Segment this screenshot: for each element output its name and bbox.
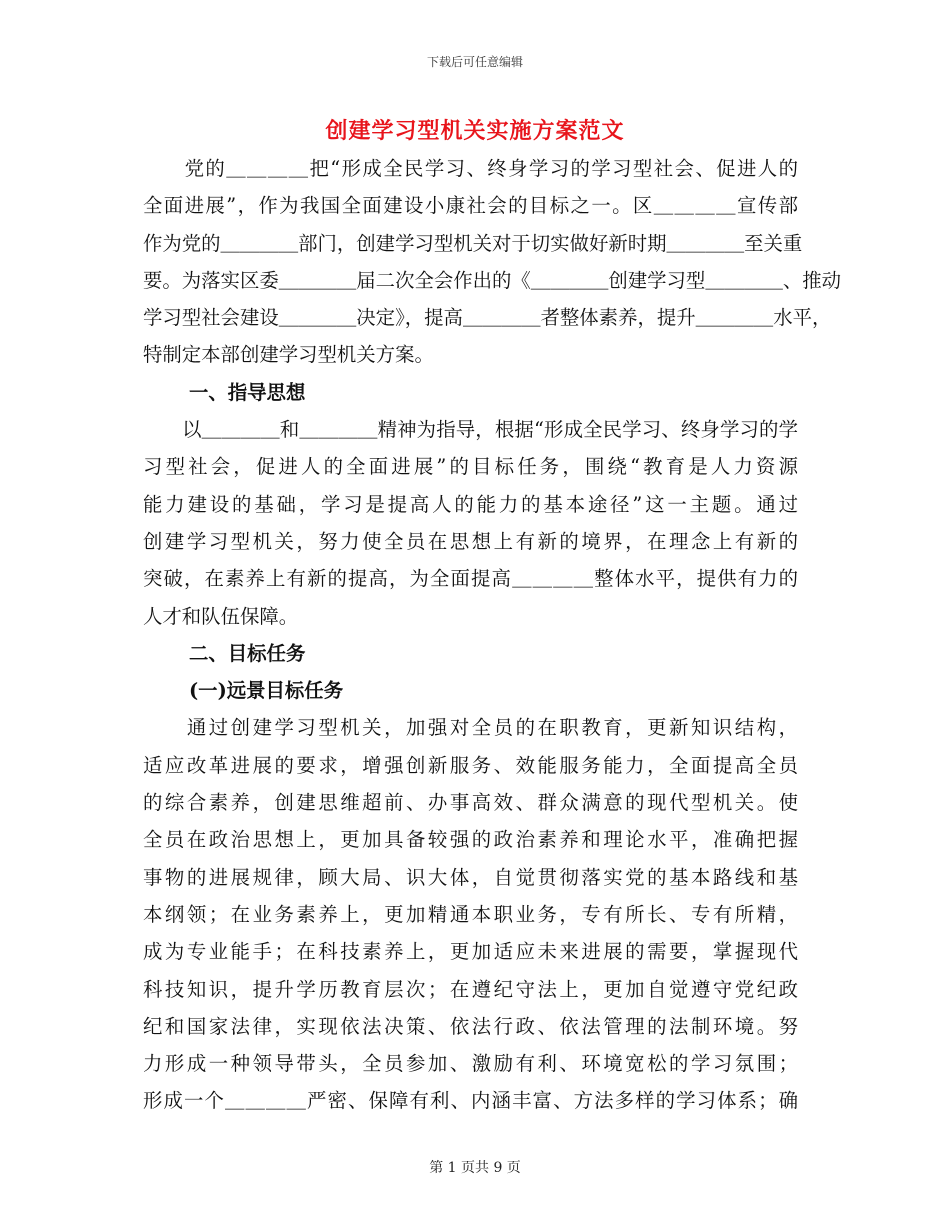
- paragraph-line: 作为党的＿＿＿＿部门，创建学习型机关对于切实做好新时期＿＿＿＿至关重: [143, 231, 803, 255]
- paragraph-line: 学习型社会建设＿＿＿＿决定》，提高＿＿＿＿者整体素养，提升＿＿＿＿水平，: [143, 306, 832, 330]
- document-title: 创建学习型机关实施方案范文: [325, 118, 625, 144]
- section-heading: (一)远景目标任务: [189, 679, 344, 703]
- paragraph-line: 要。为落实区委＿＿＿＿届二次全会作出的《＿＿＿＿创建学习型＿＿＿＿、推动: [143, 268, 842, 292]
- paragraph-line: 全员在政治思想上，更加具备较强的政治素养和理论水平，准确把握: [143, 828, 798, 852]
- page-footer: 第 1 页共 9 页: [429, 1160, 521, 1176]
- paragraph-line: 纪和国家法律，实现依法决策、依法行政、依法管理的法制环境。努: [143, 1014, 798, 1038]
- section-heading: 一、指导思想: [189, 380, 306, 404]
- paragraph-line: 以＿＿＿＿和＿＿＿＿精神为指导，根据“形成全民学习、终身学习的学: [143, 418, 798, 442]
- paragraph-line: 习型社会，促进人的全面进展”的目标任务，围绕“教育是人力资源: [143, 455, 798, 479]
- paragraph-line: 全面进展”，作为我国全面建设小康社会的目标之一。区＿＿＿＿宣传部: [143, 194, 798, 218]
- paragraph-line: 力形成一种领导带头，全员参加、激励有利、环境宽松的学习氛围；: [143, 1052, 798, 1076]
- section-heading: 二、目标任务: [189, 641, 306, 665]
- paragraph-line: 适应改革进展的要求，增强创新服务、效能服务能力，全面提高全员: [143, 753, 798, 777]
- paragraph-line: 成为专业能手；在科技素养上，更加适应未来进展的需要，掌握现代: [143, 940, 798, 964]
- document-body: [143, 150, 842, 1120]
- paragraph-line: 的综合素养，创建思维超前、办事高效、群众满意的现代型机关。使: [143, 791, 798, 815]
- paragraph-line: 突破，在素养上有新的提高，为全面提高＿＿＿＿整体水平，提供有力的: [143, 567, 798, 591]
- paragraph-line: 通过创建学习型机关，加强对全员的在职教育，更新知识结构，: [143, 716, 798, 740]
- paragraph-line: 事物的进展规律，顾大局、识大体，自觉贯彻落实党的基本路线和基: [143, 865, 798, 889]
- paragraph-line: 本纲领；在业务素养上，更加精通本职业务，专有所长、专有所精，: [143, 902, 798, 926]
- paragraph-line: 创建学习型机关，努力使全员在思想上有新的境界，在理念上有新的: [143, 529, 798, 553]
- paragraph-line: 科技知识，提升学历教育层次；在遵纪守法上，更加自觉遵守党纪政: [143, 977, 798, 1001]
- paragraph-line: 能力建设的基础，学习是提高人的能力的基本途径”这一主题。通过: [143, 492, 798, 516]
- paragraph-line: 特制定本部创建学习型机关方案。: [143, 343, 434, 367]
- paragraph-line: 党的＿＿＿＿把“形成全民学习、终身学习的学习型社会、促进人的: [143, 157, 798, 180]
- header-note: 下载后可任意编辑: [426, 55, 523, 69]
- paragraph-line: 形成一个＿＿＿＿严密、保障有利、内涵丰富、方法多样的学习体系；确: [143, 1089, 798, 1113]
- paragraph-line: 人才和队伍保障。: [143, 604, 299, 628]
